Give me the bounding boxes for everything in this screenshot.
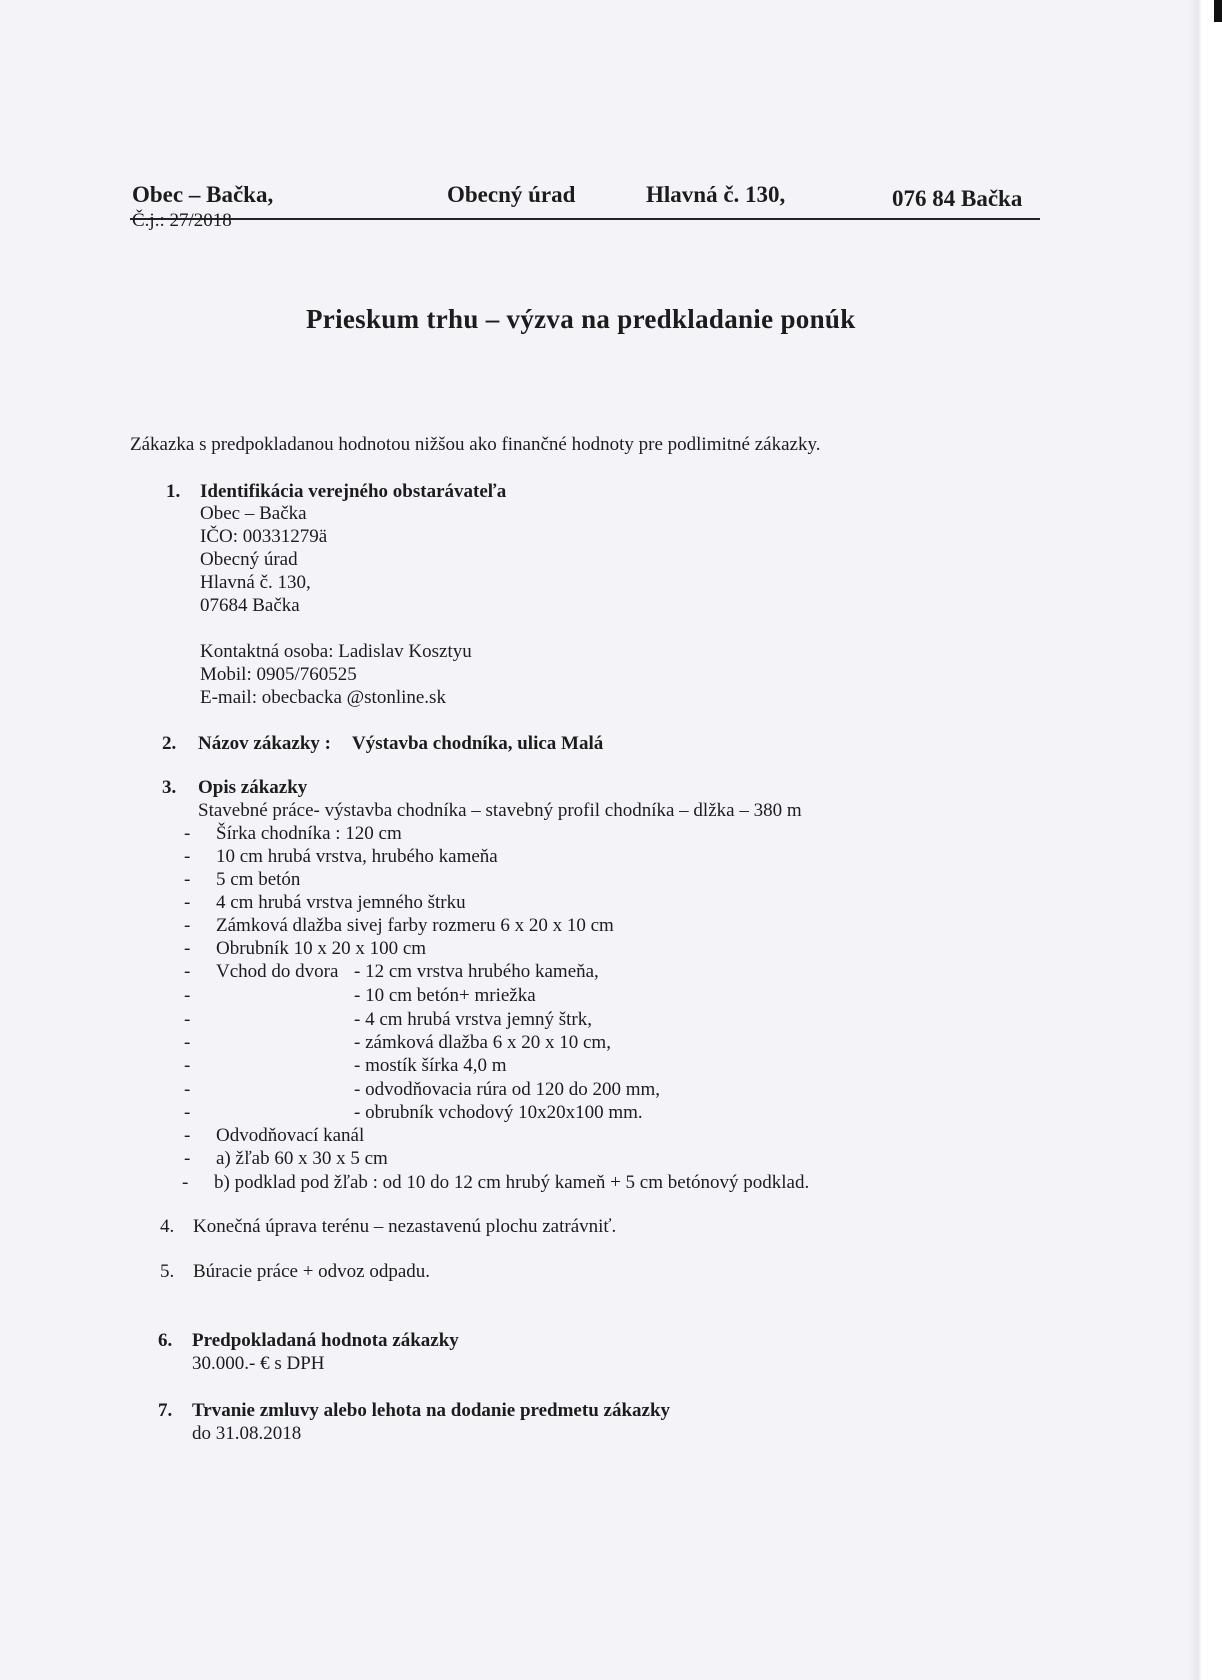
s4-number: 4. <box>160 1216 175 1237</box>
s1-heading: Identifikácia verejného obstarávateľa <box>200 481 507 502</box>
list-dash: - <box>184 1148 191 1169</box>
list-dash: - <box>184 915 191 936</box>
s5-number: 5. <box>160 1261 175 1282</box>
s2-value: Výstavba chodníka, ulica Malá <box>352 733 604 754</box>
list-dash: - <box>184 1079 191 1100</box>
list-dash: - <box>184 892 191 913</box>
s1-contact-mobile: Mobil: 0905/760525 <box>200 664 357 685</box>
vchod-detail: - zámková dlažba 6 x 20 x 10 cm, <box>354 1032 611 1053</box>
list-dash: - <box>184 1055 191 1076</box>
document-title: Prieskum trhu – výzva na predkladanie ponúk <box>306 304 856 334</box>
s1-line: 07684 Bačka <box>200 595 300 616</box>
list-dash: - <box>184 1009 191 1030</box>
kanal-item: b) podklad pod žľab : od 10 do 12 cm hrubý kameň + 5 cm betónový podklad. <box>214 1172 810 1193</box>
list-item: Obrubník 10 x 20 x 100 cm <box>216 938 427 959</box>
s6-number: 6. <box>158 1330 173 1351</box>
s3-heading: Opis zákazky <box>198 777 308 798</box>
list-item: 5 cm betón <box>216 869 301 890</box>
list-dash: - <box>184 1102 191 1123</box>
s1-contact-email: E-mail: obecbacka @stonline.sk <box>200 687 446 708</box>
list-dash: - <box>184 938 191 959</box>
intro-text: Zákazka s predpokladanou hodnotou nižšou ako finančné hodnoty pre podlimitné zákazky. <box>130 434 821 455</box>
s1-line: Hlavná č. 130, <box>200 572 311 593</box>
s1-contact-person: Kontaktná osoba: Ladislav Kosztyu <box>200 641 472 662</box>
s7-value: do 31.08.2018 <box>192 1423 302 1444</box>
list-item: Vchod do dvora <box>216 961 339 982</box>
s5-text: Búracie práce + odvoz odpadu. <box>193 1261 431 1282</box>
list-dash: - <box>184 1032 191 1053</box>
s6-value: 30.000.- € s DPH <box>192 1353 325 1374</box>
s1-line: Obecný úrad <box>200 549 298 570</box>
list-item: Zámková dlažba sivej farby rozmeru 6 x 20 x 10 cm <box>216 915 614 936</box>
list-item: 4 cm hrubá vrstva jemného štrku <box>216 892 466 913</box>
scan-edge <box>1188 0 1222 1680</box>
vchod-detail: - 12 cm vrstva hrubého kameňa, <box>354 961 599 982</box>
s4-text: Konečná úprava terénu – nezastavenú plochu zatrávniť. <box>193 1216 617 1237</box>
s7-heading: Trvanie zmluvy alebo lehota na dodanie predmetu zákazky <box>192 1400 671 1421</box>
s6-heading: Predpokladaná hodnota zákazky <box>192 1330 459 1351</box>
list-dash: - <box>184 1125 191 1146</box>
kanal-item: a) žľab 60 x 30 x 5 cm <box>216 1148 388 1169</box>
list-item: Šírka chodníka : 120 cm <box>216 823 402 844</box>
list-dash: - <box>184 961 191 982</box>
list-item: 10 cm hrubá vrstva, hrubého kameňa <box>216 846 498 867</box>
header-postal: 076 84 Bačka <box>892 186 1023 211</box>
header-municipality: Obec – Bačka, <box>132 182 274 207</box>
list-dash: - <box>184 869 191 890</box>
vchod-detail: - 4 cm hrubá vrstva jemný štrk, <box>354 1009 592 1030</box>
list-dash: - <box>184 823 191 844</box>
kanal-heading: Odvodňovací kanál <box>216 1125 365 1146</box>
vchod-detail: - obrubník vchodový 10x20x100 mm. <box>354 1102 643 1123</box>
s1-number: 1. <box>166 481 181 502</box>
list-dash: - <box>184 846 191 867</box>
reference-number: Č.j.: 27/2018 <box>132 210 232 231</box>
s2-number: 2. <box>162 733 177 754</box>
list-dash: - <box>184 985 191 1006</box>
header-office: Obecný úrad <box>447 182 576 207</box>
s2-label: Názov zákazky : <box>198 733 331 754</box>
s1-line: IČO: 00331279ä <box>200 526 328 547</box>
scan-corner-mark <box>1214 0 1222 22</box>
vchod-detail: - odvodňovacia rúra od 120 do 200 mm, <box>354 1079 661 1100</box>
s3-description: Stavebné práce- výstavba chodníka – stavebný profil chodníka – dlžka – 380 m <box>198 800 802 821</box>
s7-number: 7. <box>158 1400 173 1421</box>
vchod-detail: - 10 cm betón+ mriežka <box>354 985 536 1006</box>
s1-line: Obec – Bačka <box>200 503 307 524</box>
vchod-detail: - mostík šírka 4,0 m <box>354 1055 507 1076</box>
header-rule <box>130 218 1040 220</box>
header-street: Hlavná č. 130, <box>646 182 786 207</box>
s3-number: 3. <box>162 777 177 798</box>
list-dash: - <box>182 1172 189 1193</box>
